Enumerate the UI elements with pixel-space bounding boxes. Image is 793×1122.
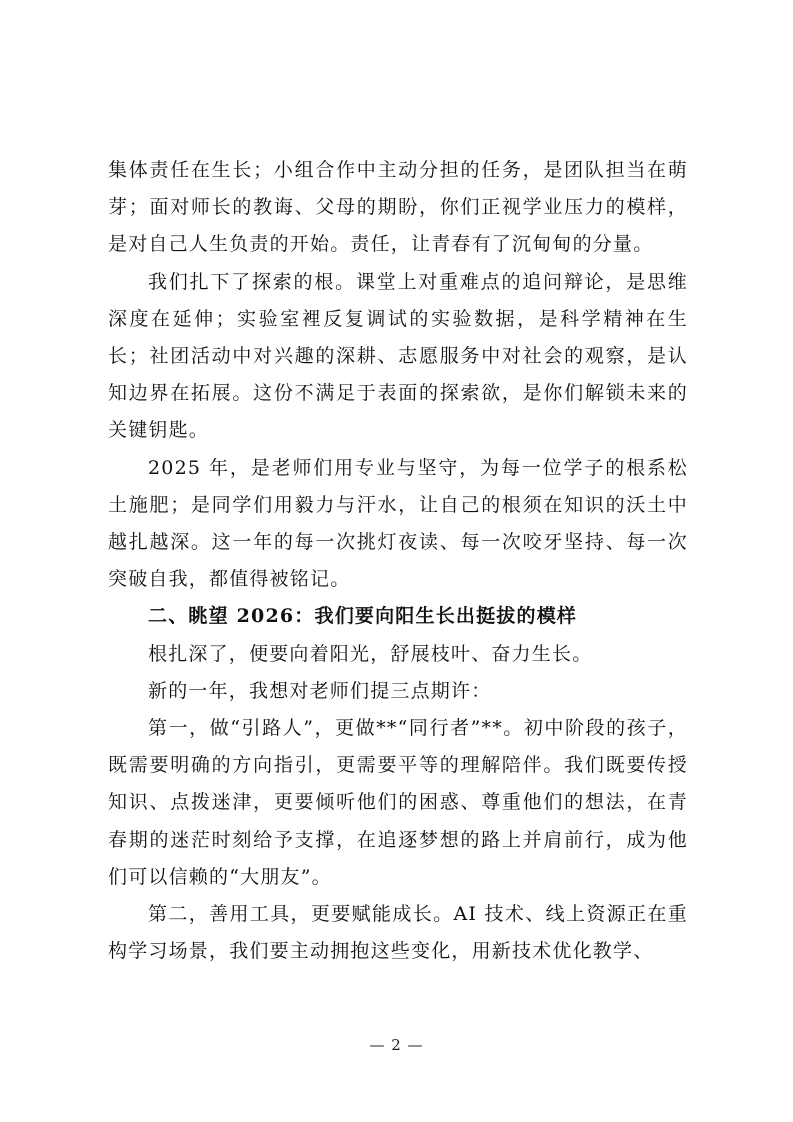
paragraph-second-expectation: 第二，善用工具，更要赋能成长。AI 技术、线上资源正在重构学习场景，我们要主动拥抱这些变化，用新技术优化教学、 [108,903,688,963]
section-heading: 二、眺望 2026：我们要向阳生长出挺拔的模样 [148,605,578,628]
paragraph-roots-deep: 根扎深了，便要向着阳光，舒展枝叶、奋力生长。 [148,642,593,665]
paragraph-exploration: 我们扎下了探索的根。课堂上对重难点的追问辩论，是思维深度在延伸；实验室裡反复调试的实验数据，是科学精神在生长；社团活动中对兴趣的深耕、志愿服务中对社会的观察，是认知边界在拓展。这份不满足于表面的探索欲，是你们解锁未来的关键钥匙。 [108,270,688,442]
document-body [108,152,688,970]
paragraph-2025: 2025 年，是老师们用专业与坚守，为每一位学子的根系松土施肥；是同学们用毅力与汗水，让自己的根须在知识的沃土中越扎越深。这一年的每一次挑灯夜读、每一次咬牙坚持、每一次突破自我，都值得被铭记。 [108,456,688,591]
paragraph-responsibility: 集体责任在生长；小组合作中主动分担的任务，是团队担当在萌芽；面对师长的教诲、父母的期盼，你们正视学业压力的模样，是对自己人生负责的开始。责任，让青春有了沉甸甸的分量。 [108,159,688,256]
paragraph-first-expectation: 第一，做“引路人”，更做**“同行者”**。初中阶段的孩子，既需要明确的方向指引，更需要平等的理解陪伴。我们既要传授知识、点拨迷津，更要倾听他们的困惑、尊重他们的想法，在青春期的迷茫时刻给予支撑，在追逐梦想的路上并肩前行，成为他们可以信赖的“大朋友”。 [108,717,688,888]
paragraph-expectations-intro: 新的一年，我想对老师们提三点期许： [148,679,492,702]
page-number: — 2 — [369,1036,424,1054]
